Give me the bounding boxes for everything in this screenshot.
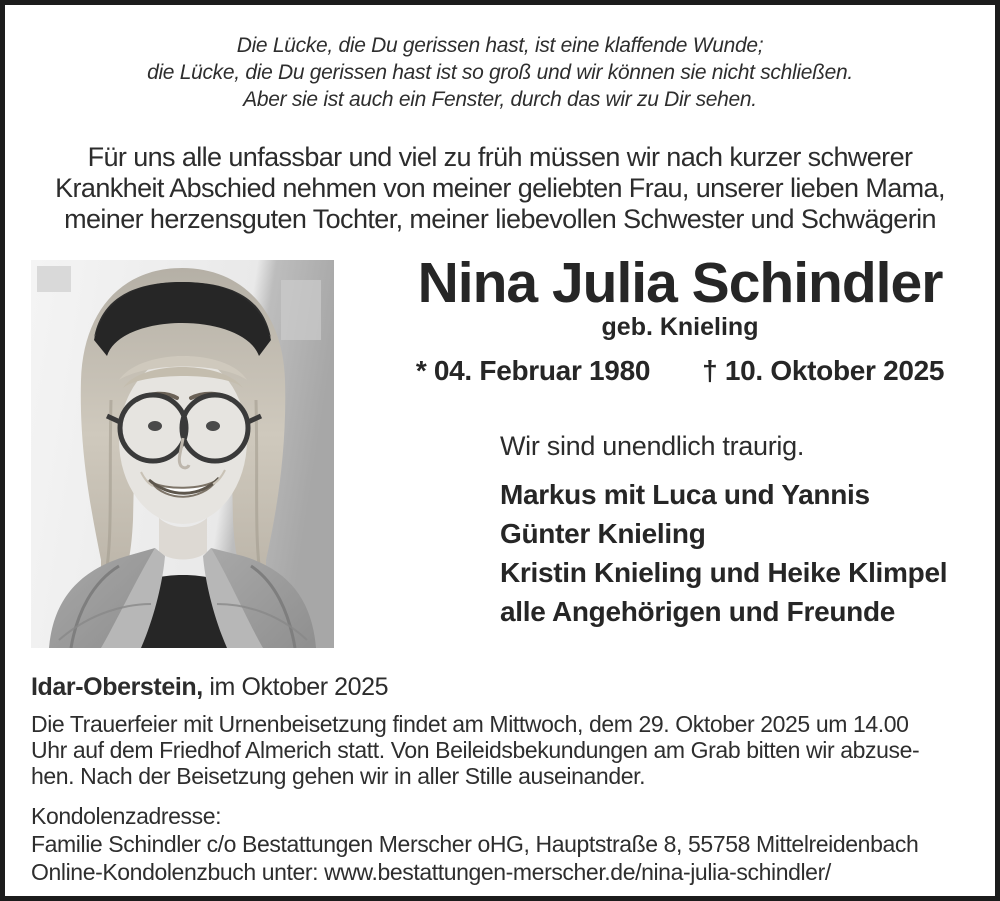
main-row xyxy=(31,251,969,648)
text-line: Kristin Knieling und Heike Klimpel xyxy=(500,557,948,588)
text-line: meiner herzensguten Tochter, meiner liebevollen Schwester und Schwägerin xyxy=(64,204,936,234)
funeral-info xyxy=(31,711,969,789)
life-dates xyxy=(391,355,969,387)
text-line: hen. Nach der Beisetzung gehen wir in aller Stille auseinander. xyxy=(31,763,646,789)
death-date: † 10. Oktober 2025 xyxy=(702,355,945,386)
portrait-photo xyxy=(31,260,334,648)
text-line: Uhr auf dem Friedhof Almerich statt. Von Beileidsbekundungen am Grab bitten wir abzuse- xyxy=(31,737,920,763)
deceased-name: Nina Julia Schindler xyxy=(417,251,943,315)
text-line: Günter Knieling xyxy=(500,518,706,549)
dateline-place: Idar-Oberstein, xyxy=(31,673,203,701)
text-line: Markus mit Luca und Yannis xyxy=(500,479,870,510)
condolence-label: Kondolenzadresse: xyxy=(31,803,222,829)
text-line: Die Lücke, die Du gerissen hast, ist eine klaffende Wunde; xyxy=(236,34,764,57)
condolence-address: Familie Schindler c/o Bestattungen Merscher oHG, Hauptstraße 8, 55758 Mittelreidenbach xyxy=(31,831,919,857)
dateline-rest: im Oktober 2025 xyxy=(202,673,389,701)
text-line: Die Trauerfeier mit Urnenbeisetzung findet am Mittwoch, dem 29. Oktober 2025 um 14.00 xyxy=(31,711,909,737)
maiden-name: geb. Knieling xyxy=(601,313,759,341)
mourning-lead: Wir sind unendlich traurig. xyxy=(500,431,805,461)
epigraph-verse xyxy=(31,32,969,113)
announcement-column xyxy=(334,253,969,648)
condolence-block xyxy=(31,802,969,886)
condolence-online: Online-Kondolenzbuch unter: www.bestattungen-merscher.de/nina-julia-schindler/ xyxy=(31,859,831,885)
text-line: Für uns alle unfassbar und viel zu früh müssen wir nach kurzer schwerer xyxy=(87,142,913,172)
portrait-illustration xyxy=(31,260,334,648)
intro-paragraph xyxy=(31,142,969,235)
text-line: die Lücke, die Du gerissen hast ist so groß und wir können sie nicht schließen. xyxy=(147,61,853,84)
text-line: Krankheit Abschied nehmen von meiner geliebten Frau, unserer lieben Mama, xyxy=(55,173,945,203)
mourning-block xyxy=(500,431,969,631)
text-line: Aber sie ist auch ein Fenster, durch das wir zu Dir sehen. xyxy=(243,88,757,111)
text-line: alle Angehörigen und Freunde xyxy=(500,596,896,627)
mourners-list xyxy=(500,475,969,631)
birth-date: * 04. Februar 1980 xyxy=(415,355,651,386)
dateline xyxy=(31,672,969,702)
